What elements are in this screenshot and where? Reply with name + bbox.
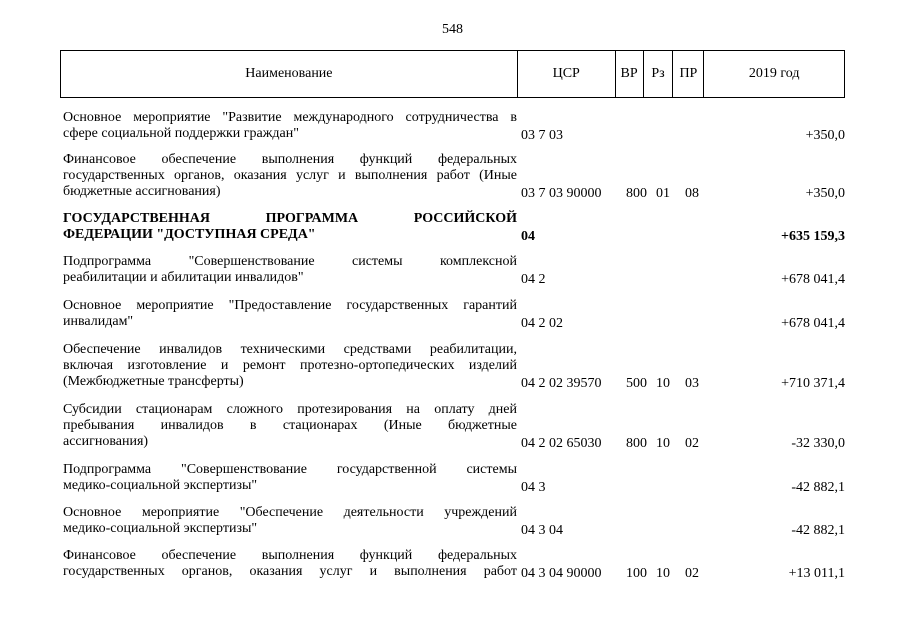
row-amount: +350,0 (805, 128, 845, 143)
row-vr: 500 (626, 376, 647, 391)
row-name-line: медико-социальной экспертизы" (63, 478, 258, 493)
row-name-line: Подпрограмма "Совершенствование системы комплексной (63, 254, 517, 269)
row-amount: -42 882,1 (791, 523, 845, 538)
row-vr: 800 (626, 436, 647, 451)
header-name: Наименование (61, 51, 518, 97)
row-csr: 04 2 02 (521, 316, 563, 331)
table-row (63, 211, 845, 245)
row-name-line: Основное мероприятие "Обеспечение деятельности учреждений (63, 505, 517, 520)
row-csr: 04 2 02 39570 (521, 376, 602, 391)
row-name-line: государственных органов, оказания услуг и выполнения работ (Иные (63, 168, 517, 183)
table-row (63, 254, 845, 288)
row-name-line: Подпрограмма "Совершенствование государственной системы (63, 462, 517, 477)
table-row (63, 110, 845, 144)
row-amount: +710 371,4 (781, 376, 845, 391)
row-name (63, 462, 517, 494)
row-name (63, 505, 517, 537)
table-row (63, 342, 845, 392)
row-name-line: ассигнования) (63, 434, 149, 449)
header-year: 2019 год (748, 66, 800, 81)
row-name-line: бюджетные ассигнования) (63, 184, 221, 199)
row-name-line: медико-социальной экспертизы" (63, 521, 258, 536)
row-name (63, 211, 517, 243)
row-name-line: Финансовое обеспечение выполнения функций федеральных (63, 152, 517, 167)
row-vr: 800 (626, 186, 647, 201)
row-name-line: Основное мероприятие "Предоставление государственных гарантий (63, 298, 517, 313)
row-amount: +13 011,1 (788, 566, 845, 581)
row-name-line: сфере социальной поддержки граждан" (63, 126, 299, 141)
row-name (63, 402, 517, 450)
row-name-line: ГОСУДАРСТВЕННАЯ ПРОГРАММА РОССИЙСКОЙ (63, 211, 517, 226)
row-csr: 03 7 03 90000 (521, 186, 602, 201)
row-rz: 10 (656, 376, 670, 391)
row-name-line: Финансовое обеспечение выполнения функций федеральных (63, 548, 517, 563)
row-amount: -42 882,1 (791, 480, 845, 495)
row-amount: +635 159,3 (781, 229, 845, 244)
row-name (63, 342, 517, 390)
row-name-line: ФЕДЕРАЦИИ "ДОСТУПНАЯ СРЕДА" (63, 227, 316, 242)
row-name-line: Обеспечение инвалидов техническими средствами реабилитации, (63, 342, 517, 357)
row-name (63, 110, 517, 142)
row-name-line: инвалидам" (63, 314, 134, 329)
header-rz: Рз (644, 51, 674, 97)
row-pr: 02 (685, 436, 699, 451)
row-pr: 08 (685, 186, 699, 201)
row-vr: 100 (626, 566, 647, 581)
row-amount: -32 330,0 (791, 436, 845, 451)
row-pr: 02 (685, 566, 699, 581)
row-name-line: пребывания инвалидов в стационарах (Иные бюджетные (63, 418, 517, 433)
row-csr: 04 3 04 (521, 523, 563, 538)
row-name-line: включая изготовление и ремонт протезно-ортопедических изделий (63, 358, 517, 373)
table-row (63, 298, 845, 332)
row-name-line: государственных органов, оказания услуг и выполнения работ (63, 564, 517, 579)
row-rz: 01 (656, 186, 670, 201)
header-csr: ЦСР (518, 51, 616, 97)
row-name-line: Субсидии стационарам сложного протезирования на оплату дней (63, 402, 517, 417)
table-header (60, 50, 845, 98)
row-csr: 03 7 03 (521, 128, 563, 143)
row-name (63, 152, 517, 200)
table-row (63, 152, 845, 202)
row-pr: 03 (685, 376, 699, 391)
row-csr: 04 (521, 229, 535, 244)
row-csr: 04 2 02 65030 (521, 436, 602, 451)
row-amount: +350,0 (805, 186, 845, 201)
row-name-line: (Межбюджетные трансферты) (63, 374, 244, 389)
header-pr: ПР (673, 51, 704, 97)
table-row (63, 462, 845, 496)
row-csr: 04 3 04 90000 (521, 566, 602, 581)
row-rz: 10 (656, 566, 670, 581)
table-row (63, 548, 845, 582)
row-amount: +678 041,4 (781, 316, 845, 331)
row-csr: 04 3 (521, 480, 546, 495)
table-row (63, 402, 845, 452)
row-name (63, 298, 517, 330)
row-name-line: реабилитации и абилитации инвалидов" (63, 270, 304, 285)
row-rz: 10 (656, 436, 670, 451)
page-number: 548 (442, 22, 463, 37)
row-name-line: Основное мероприятие "Развитие международного сотрудничества в (63, 110, 517, 125)
row-csr: 04 2 (521, 272, 546, 287)
row-name (63, 548, 517, 580)
header-vr: ВР (616, 51, 644, 97)
row-amount: +678 041,4 (781, 272, 845, 287)
table-row (63, 505, 845, 539)
row-name (63, 254, 517, 286)
